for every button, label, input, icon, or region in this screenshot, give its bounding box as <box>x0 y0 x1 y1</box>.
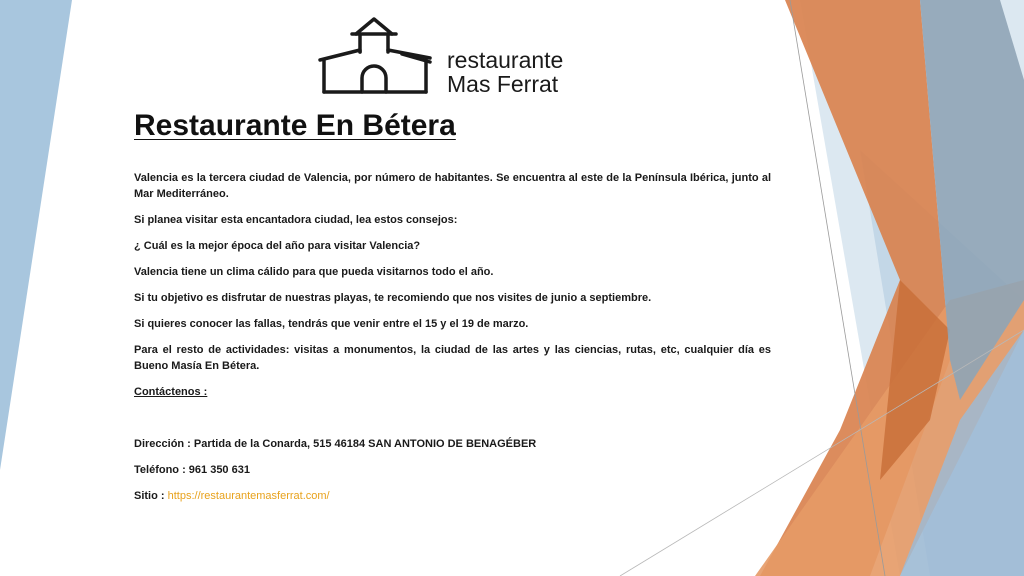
contact-site <box>134 488 771 504</box>
site-label: Sitio : <box>134 490 168 502</box>
contact-phone: Teléfono : 961 350 631 <box>134 464 250 476</box>
contact-heading: Contáctenos : <box>134 386 208 398</box>
paragraph-1: Valencia es la tercera ciudad de Valencia, por número de habitantes. Se encuentra al este de la Península Ibérica, junto al Mar Mediterráneo. <box>134 172 771 200</box>
paragraph-6: Si quieres conocer las fallas, tendrás que venir entre el 15 y el 19 de marzo. <box>134 318 529 330</box>
spacer <box>134 410 771 436</box>
page-title: Restaurante En Bétera <box>134 109 456 142</box>
paragraph-2: Si planea visitar esta encantadora ciudad, lea estos consejos: <box>134 214 458 226</box>
logo-text <box>447 48 563 96</box>
site-link[interactable]: https://restaurantemasferrat.com/ <box>167 490 330 502</box>
left-blue-stripe <box>0 0 72 470</box>
house-icon <box>318 16 443 96</box>
logo-line-2: Mas Ferrat <box>447 71 559 97</box>
restaurant-logo <box>318 16 574 96</box>
paragraph-3: ¿ Cuál es la mejor época del año para visitar Valencia? <box>134 240 421 252</box>
paragraph-5: Si tu objetivo es disfrutar de nuestras playas, te recomiendo que nos visites de junio a septiembre. <box>134 292 652 304</box>
paragraph-7: Para el resto de actividades: visitas a monumentos, la ciudad de las artes y las ciencias, rutas, etc, cualquier día es Bueno Masía En Bétera. <box>134 344 771 372</box>
paragraph-4: Valencia tiene un clima cálido para que pueda visitarnos todo el año. <box>134 266 494 278</box>
logo-line-1: restaurante <box>447 47 564 73</box>
contact-address: Dirección : Partida de la Conarda, 515 46184 SAN ANTONIO DE BENAGÉBER <box>134 438 537 450</box>
content-body <box>134 170 771 514</box>
